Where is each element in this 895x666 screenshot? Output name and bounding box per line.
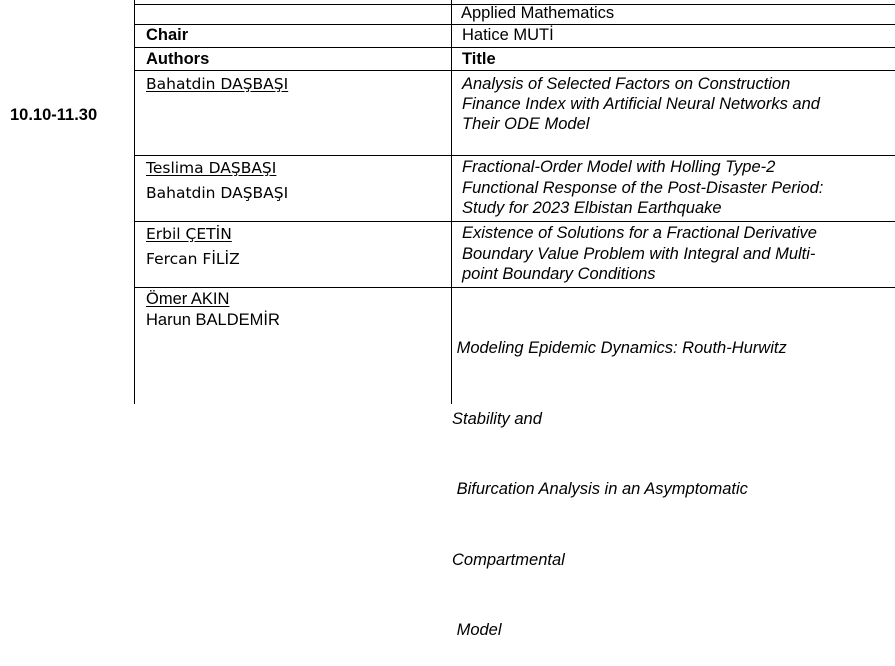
paper-4-title-line-1: Modeling Epidemic Dynamics: Routh-Hurwitz — [452, 339, 787, 357]
paper-4-title-line-3: Bifurcation Analysis in an Asymptomatic — [452, 480, 748, 498]
chair-label: Chair — [146, 26, 189, 44]
row-divider-header — [134, 47, 895, 48]
row-divider-paper-2 — [134, 221, 895, 222]
paper-1-title — [462, 74, 820, 134]
paper-2-title-line-2: Functional Response of the Post-Disaster Period: — [462, 178, 824, 197]
title-header: Title — [462, 50, 496, 68]
paper-3-title — [462, 223, 817, 285]
row-divider-header-bottom — [134, 70, 895, 71]
column-divider-time — [134, 0, 135, 404]
paper-2-title-line-3: Study for 2023 Elbistan Earthquake — [462, 199, 722, 217]
paper-1-author-1: Bahatdin DAŞBAŞI — [146, 75, 289, 93]
paper-2-author-2: Bahatdin DAŞBAŞI — [146, 184, 289, 202]
paper-1-title-line-2: Finance Index with Artificial Neural Networks and — [462, 95, 820, 113]
paper-2-author-1: Teslima DAŞBAŞI — [146, 159, 277, 177]
paper-2-title-line-1: Fractional-Order Model with Holling Type-2 — [462, 158, 776, 176]
authors-header: Authors — [146, 50, 210, 68]
session-topic: Applied Mathematics — [461, 4, 615, 22]
paper-3-author-1: Erbil ÇETİN — [146, 225, 232, 243]
chair-name: Hatice MUTİ — [462, 26, 554, 44]
row-divider-paper-3 — [134, 287, 895, 288]
row-divider-paper-1 — [134, 155, 895, 156]
paper-4-title-line-2: Stability and — [452, 409, 542, 428]
paper-4-title — [452, 290, 787, 666]
paper-4-title-line-4: Compartmental — [452, 550, 565, 569]
paper-3-title-line-1: Existence of Solutions for a Fractional Derivative — [462, 224, 817, 242]
paper-1-title-line-3: Their ODE Model — [462, 115, 590, 133]
paper-4-author-2: Harun BALDEMİR — [146, 311, 280, 329]
paper-3-title-line-2: Boundary Value Problem with Integral and Multi- — [462, 244, 816, 263]
time-slot: 10.10-11.30 — [10, 106, 98, 124]
paper-1-title-line-1: Analysis of Selected Factors on Construction — [462, 75, 791, 93]
paper-4-title-line-5: Model — [452, 621, 502, 639]
paper-3-author-2: Fercan FİLİZ — [146, 250, 240, 268]
paper-2-title — [462, 157, 823, 219]
paper-4-author-1: Ömer AKIN — [146, 290, 230, 308]
paper-3-title-line-3: point Boundary Conditions — [462, 265, 656, 283]
